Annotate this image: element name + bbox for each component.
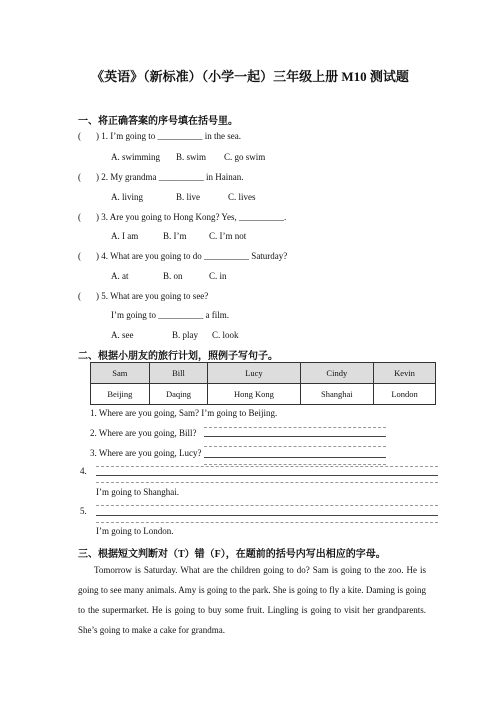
answer-bracket: ( xyxy=(78,131,81,141)
answer-line[interactable] xyxy=(96,515,438,516)
question-4: ) 4. What are you going to do __________ Saturday? xyxy=(96,251,288,261)
answer-bracket: ( xyxy=(78,212,81,222)
table-header-cell: Cindy xyxy=(300,363,374,384)
table-header-cell: Sam xyxy=(91,363,150,384)
q5-option-a: A. see xyxy=(111,330,134,340)
guide-line xyxy=(204,446,386,447)
sentence-prompt-2: 2. Where are you going, Bill? xyxy=(90,428,197,438)
q4-option-c: C. in xyxy=(209,271,227,281)
answer-line[interactable] xyxy=(204,436,386,437)
answer-5: I’m going to London. xyxy=(96,526,174,536)
q1-option-a: A. swimming xyxy=(111,152,161,162)
guide-line xyxy=(204,464,386,465)
q5-option-c: C. look xyxy=(212,330,239,340)
q5-option-b: B. play xyxy=(172,330,198,340)
question-5-line-2: I’m going to __________ a film. xyxy=(111,310,229,320)
q3-option-b: B. I’m xyxy=(163,231,187,241)
travel-plan-table xyxy=(90,362,436,405)
reading-passage: Tomorrow is Saturday. What are the children going to do? Sam is going to the zoo. He is going to see many animals. Amy is going to the park. She is going to fly a kite. Daming is going to the supermarket. He is going to buy some fruit. Lingling is going to visit her grandparents. She’s going to make a cake for grandma. xyxy=(78,565,426,635)
answer-bracket: ( xyxy=(78,251,81,261)
section-1-heading: 一、将正确答案的序号填在括号里。 xyxy=(78,116,238,127)
table-cell: London xyxy=(374,384,436,405)
q3-option-a: A. I am xyxy=(111,231,139,241)
answer-4: I’m going to Shanghai. xyxy=(96,487,179,497)
answer-bracket: ( xyxy=(78,172,81,182)
q2-option-c: C. lives xyxy=(228,192,256,202)
q4-option-b: B. on xyxy=(163,271,183,281)
q1-option-b: B. swim xyxy=(176,152,207,162)
question-1: ) 1. I’m going to __________ in the sea. xyxy=(96,131,241,141)
sentence-prompt-3: 3. Where are you going, Lucy? xyxy=(90,448,202,458)
table-header-cell: Lucy xyxy=(208,363,300,384)
guide-line xyxy=(96,505,438,506)
table-cell: Daqing xyxy=(149,384,208,405)
example-sentence: 1. Where are you going, Sam? I’m going to Beijing. xyxy=(90,408,278,418)
section-3-heading: 三、根据短文判断对（T）错（F），在题前的括号内写出相应的字母。 xyxy=(78,549,386,560)
table-row xyxy=(91,384,436,405)
answer-bracket: ( xyxy=(78,291,81,301)
q2-option-b: B. live xyxy=(176,192,200,202)
section-2-heading: 二、根据小朋友的旅行计划，照例子写句子。 xyxy=(78,351,278,362)
table-header-cell: Bill xyxy=(149,363,208,384)
q1-option-c: C. go swim xyxy=(224,152,266,162)
guide-line xyxy=(96,466,438,467)
answer-line[interactable] xyxy=(204,457,386,458)
item-number-4: 4. xyxy=(80,466,87,476)
guide-line xyxy=(96,522,438,523)
table-cell: Shanghai xyxy=(300,384,374,405)
table-cell: Hong Kong xyxy=(208,384,300,405)
question-2: ) 2. My grandma __________ in Hainan. xyxy=(96,172,244,182)
guide-line xyxy=(96,482,438,483)
question-3: ) 3. Are you going to Hong Kong? Yes, __________. xyxy=(96,212,287,222)
q4-option-a: A. at xyxy=(111,271,129,281)
question-5: ) 5. What are you going to see? xyxy=(96,291,209,301)
table-cell: Beijing xyxy=(91,384,150,405)
q3-option-c: C. I’m not xyxy=(209,231,247,241)
table-header-row xyxy=(91,363,436,384)
guide-line xyxy=(204,427,386,428)
item-number-5: 5. xyxy=(80,506,87,516)
table-header-cell: Kevin xyxy=(374,363,436,384)
answer-line[interactable] xyxy=(96,475,438,476)
q2-option-a: A. living xyxy=(111,192,144,202)
page-title: 《英语》（新标准）（小学一起）三年级上册 M10 测试题 xyxy=(91,69,409,84)
